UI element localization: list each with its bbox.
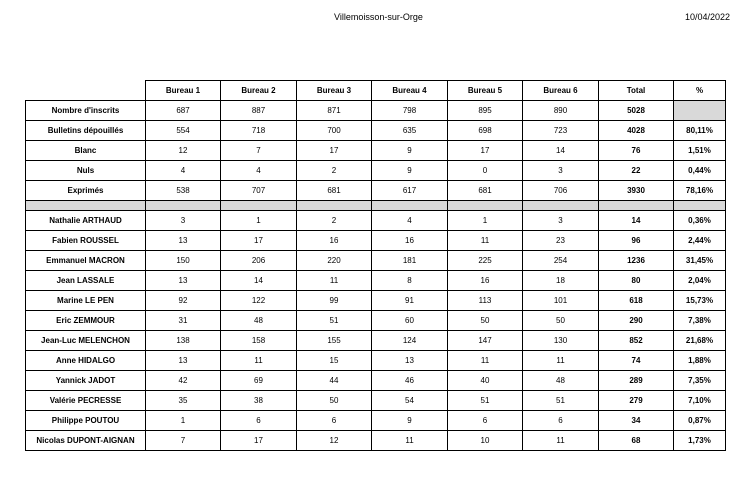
- percent-cell: 2,44%: [674, 231, 726, 251]
- percent-cell: 7,38%: [674, 311, 726, 331]
- bureau-cell: 181: [372, 251, 448, 271]
- bureau-cell: 4: [372, 211, 448, 231]
- bureau-cell: 122: [221, 291, 297, 311]
- bureau-cell: 2: [297, 211, 372, 231]
- candidate-row: [26, 271, 726, 291]
- candidate-row: [26, 311, 726, 331]
- bureau-cell: 3: [523, 211, 599, 231]
- bureau-cell: 225: [448, 251, 523, 271]
- bureau-cell: 15: [297, 351, 372, 371]
- bureau-cell: 17: [297, 141, 372, 161]
- bureau-cell: 101: [523, 291, 599, 311]
- bureau-cell: 51: [448, 391, 523, 411]
- bureau-cell: 42: [146, 371, 221, 391]
- total-cell: 34: [599, 411, 674, 431]
- bureau-cell: 6: [448, 411, 523, 431]
- bureau-cell: 23: [523, 231, 599, 251]
- bureau-cell: 17: [448, 141, 523, 161]
- bureau-cell: 895: [448, 101, 523, 121]
- separator-row: [26, 201, 726, 211]
- bureau-cell: 3: [146, 211, 221, 231]
- bureau-cell: 220: [297, 251, 372, 271]
- bureau-cell: 18: [523, 271, 599, 291]
- candidate-section: [26, 211, 726, 451]
- bureau-cell: 130: [523, 331, 599, 351]
- column-header: Bureau 1: [146, 81, 221, 101]
- bureau-cell: 11: [297, 271, 372, 291]
- total-cell: 1236: [599, 251, 674, 271]
- percent-cell: 80,11%: [674, 121, 726, 141]
- bureau-cell: 31: [146, 311, 221, 331]
- bureau-cell: 14: [221, 271, 297, 291]
- bureau-cell: 1: [146, 411, 221, 431]
- bureau-cell: 8: [372, 271, 448, 291]
- row-label: Fabien ROUSSEL: [26, 231, 146, 251]
- bureau-cell: 150: [146, 251, 221, 271]
- bureau-cell: 254: [523, 251, 599, 271]
- summary-row: [26, 181, 726, 201]
- total-cell: 290: [599, 311, 674, 331]
- total-cell: 5028: [599, 101, 674, 121]
- bureau-cell: 113: [448, 291, 523, 311]
- bureau-cell: 158: [221, 331, 297, 351]
- bureau-cell: 681: [297, 181, 372, 201]
- bureau-cell: 11: [523, 431, 599, 451]
- column-header: Bureau 6: [523, 81, 599, 101]
- column-header: Bureau 4: [372, 81, 448, 101]
- bureau-cell: 554: [146, 121, 221, 141]
- candidate-row: [26, 431, 726, 451]
- bureau-cell: 16: [448, 271, 523, 291]
- row-label: Valérie PECRESSE: [26, 391, 146, 411]
- bureau-cell: 60: [372, 311, 448, 331]
- total-cell: 80: [599, 271, 674, 291]
- bureau-cell: 48: [523, 371, 599, 391]
- bureau-cell: 3: [523, 161, 599, 181]
- row-label: Blanc: [26, 141, 146, 161]
- candidate-row: [26, 251, 726, 271]
- separator-section: [26, 201, 726, 211]
- bureau-cell: 46: [372, 371, 448, 391]
- bureau-cell: 10: [448, 431, 523, 451]
- summary-row: [26, 121, 726, 141]
- bureau-cell: 155: [297, 331, 372, 351]
- bureau-cell: 17: [221, 431, 297, 451]
- percent-cell: 2,04%: [674, 271, 726, 291]
- candidate-row: [26, 231, 726, 251]
- bureau-cell: 706: [523, 181, 599, 201]
- percent-cell: 0,87%: [674, 411, 726, 431]
- bureau-cell: 798: [372, 101, 448, 121]
- row-label: Emmanuel MACRON: [26, 251, 146, 271]
- row-label: Nombre d'inscrits: [26, 101, 146, 121]
- column-header: Total: [599, 81, 674, 101]
- candidate-row: [26, 391, 726, 411]
- summary-row: [26, 161, 726, 181]
- bureau-cell: 51: [297, 311, 372, 331]
- total-cell: 68: [599, 431, 674, 451]
- row-label: Anne HIDALGO: [26, 351, 146, 371]
- row-label: Philippe POUTOU: [26, 411, 146, 431]
- bureau-cell: 91: [372, 291, 448, 311]
- bureau-cell: 138: [146, 331, 221, 351]
- total-cell: 74: [599, 351, 674, 371]
- column-header: Bureau 3: [297, 81, 372, 101]
- bureau-cell: 206: [221, 251, 297, 271]
- percent-cell: 7,35%: [674, 371, 726, 391]
- candidate-row: [26, 291, 726, 311]
- candidate-row: [26, 411, 726, 431]
- row-label: Jean LASSALE: [26, 271, 146, 291]
- bureau-cell: 6: [523, 411, 599, 431]
- total-cell: 76: [599, 141, 674, 161]
- bureau-cell: 48: [221, 311, 297, 331]
- percent-cell: [674, 101, 726, 121]
- row-label: Eric ZEMMOUR: [26, 311, 146, 331]
- total-cell: 22: [599, 161, 674, 181]
- bureau-cell: 124: [372, 331, 448, 351]
- bureau-cell: 2: [297, 161, 372, 181]
- bureau-cell: 718: [221, 121, 297, 141]
- bureau-cell: 9: [372, 161, 448, 181]
- bureau-cell: 687: [146, 101, 221, 121]
- bureau-cell: 50: [297, 391, 372, 411]
- bureau-cell: 6: [297, 411, 372, 431]
- percent-cell: 1,51%: [674, 141, 726, 161]
- bureau-cell: 40: [448, 371, 523, 391]
- bureau-cell: 13: [146, 231, 221, 251]
- total-cell: 14: [599, 211, 674, 231]
- table-header: [26, 81, 726, 101]
- bureau-cell: 700: [297, 121, 372, 141]
- bureau-cell: 14: [523, 141, 599, 161]
- column-header: Bureau 5: [448, 81, 523, 101]
- bureau-cell: 13: [372, 351, 448, 371]
- percent-cell: 7,10%: [674, 391, 726, 411]
- candidate-row: [26, 331, 726, 351]
- bureau-cell: 6: [221, 411, 297, 431]
- row-label: Jean-Luc MELENCHON: [26, 331, 146, 351]
- bureau-cell: 723: [523, 121, 599, 141]
- bureau-cell: 92: [146, 291, 221, 311]
- bureau-cell: 99: [297, 291, 372, 311]
- bureau-cell: 617: [372, 181, 448, 201]
- bureau-cell: 11: [523, 351, 599, 371]
- bureau-cell: 13: [146, 271, 221, 291]
- candidate-row: [26, 351, 726, 371]
- bureau-cell: 35: [146, 391, 221, 411]
- percent-cell: 78,16%: [674, 181, 726, 201]
- election-date: 10/04/2022: [685, 12, 731, 22]
- row-label: Nicolas DUPONT-AIGNAN: [26, 431, 146, 451]
- total-cell: 3930: [599, 181, 674, 201]
- row-label: Nuls: [26, 161, 146, 181]
- bureau-cell: 69: [221, 371, 297, 391]
- bureau-cell: 11: [221, 351, 297, 371]
- bureau-cell: 0: [448, 161, 523, 181]
- summary-section: [26, 101, 726, 201]
- percent-cell: 0,44%: [674, 161, 726, 181]
- bureau-cell: 38: [221, 391, 297, 411]
- bureau-cell: 871: [297, 101, 372, 121]
- bureau-cell: 7: [146, 431, 221, 451]
- total-cell: 852: [599, 331, 674, 351]
- bureau-cell: 887: [221, 101, 297, 121]
- bureau-cell: 9: [372, 141, 448, 161]
- bureau-cell: 54: [372, 391, 448, 411]
- row-label: Nathalie ARTHAUD: [26, 211, 146, 231]
- bureau-cell: 707: [221, 181, 297, 201]
- bureau-cell: 12: [146, 141, 221, 161]
- percent-cell: 0,36%: [674, 211, 726, 231]
- bureau-cell: 890: [523, 101, 599, 121]
- bureau-cell: 11: [448, 351, 523, 371]
- bureau-cell: 4: [146, 161, 221, 181]
- percent-cell: 15,73%: [674, 291, 726, 311]
- bureau-cell: 698: [448, 121, 523, 141]
- column-header: Bureau 2: [221, 81, 297, 101]
- bureau-cell: 681: [448, 181, 523, 201]
- total-cell: 279: [599, 391, 674, 411]
- bureau-cell: 7: [221, 141, 297, 161]
- percent-cell: 1,73%: [674, 431, 726, 451]
- bureau-cell: 1: [221, 211, 297, 231]
- column-header: %: [674, 81, 726, 101]
- bureau-cell: 50: [448, 311, 523, 331]
- bureau-cell: 635: [372, 121, 448, 141]
- town-name: Villemoisson-sur-Orge: [334, 12, 423, 22]
- summary-row: [26, 141, 726, 161]
- bureau-cell: 9: [372, 411, 448, 431]
- candidate-row: [26, 211, 726, 231]
- candidate-row: [26, 371, 726, 391]
- total-cell: 289: [599, 371, 674, 391]
- total-cell: 618: [599, 291, 674, 311]
- bureau-cell: 147: [448, 331, 523, 351]
- bureau-cell: 538: [146, 181, 221, 201]
- percent-cell: 21,68%: [674, 331, 726, 351]
- bureau-cell: 44: [297, 371, 372, 391]
- total-cell: 96: [599, 231, 674, 251]
- percent-cell: 31,45%: [674, 251, 726, 271]
- percent-cell: 1,88%: [674, 351, 726, 371]
- bureau-cell: 13: [146, 351, 221, 371]
- row-label: Marine LE PEN: [26, 291, 146, 311]
- bureau-cell: 16: [372, 231, 448, 251]
- bureau-cell: 51: [523, 391, 599, 411]
- row-label: Bulletins dépouillés: [26, 121, 146, 141]
- bureau-cell: 11: [372, 431, 448, 451]
- row-label: Exprimés: [26, 181, 146, 201]
- bureau-cell: 11: [448, 231, 523, 251]
- row-label: Yannick JADOT: [26, 371, 146, 391]
- bureau-cell: 12: [297, 431, 372, 451]
- bureau-cell: 1: [448, 211, 523, 231]
- total-cell: 4028: [599, 121, 674, 141]
- bureau-cell: 50: [523, 311, 599, 331]
- results-table: [25, 80, 726, 451]
- bureau-cell: 4: [221, 161, 297, 181]
- corner-cell: [26, 81, 146, 101]
- summary-row: [26, 101, 726, 121]
- bureau-cell: 16: [297, 231, 372, 251]
- bureau-cell: 17: [221, 231, 297, 251]
